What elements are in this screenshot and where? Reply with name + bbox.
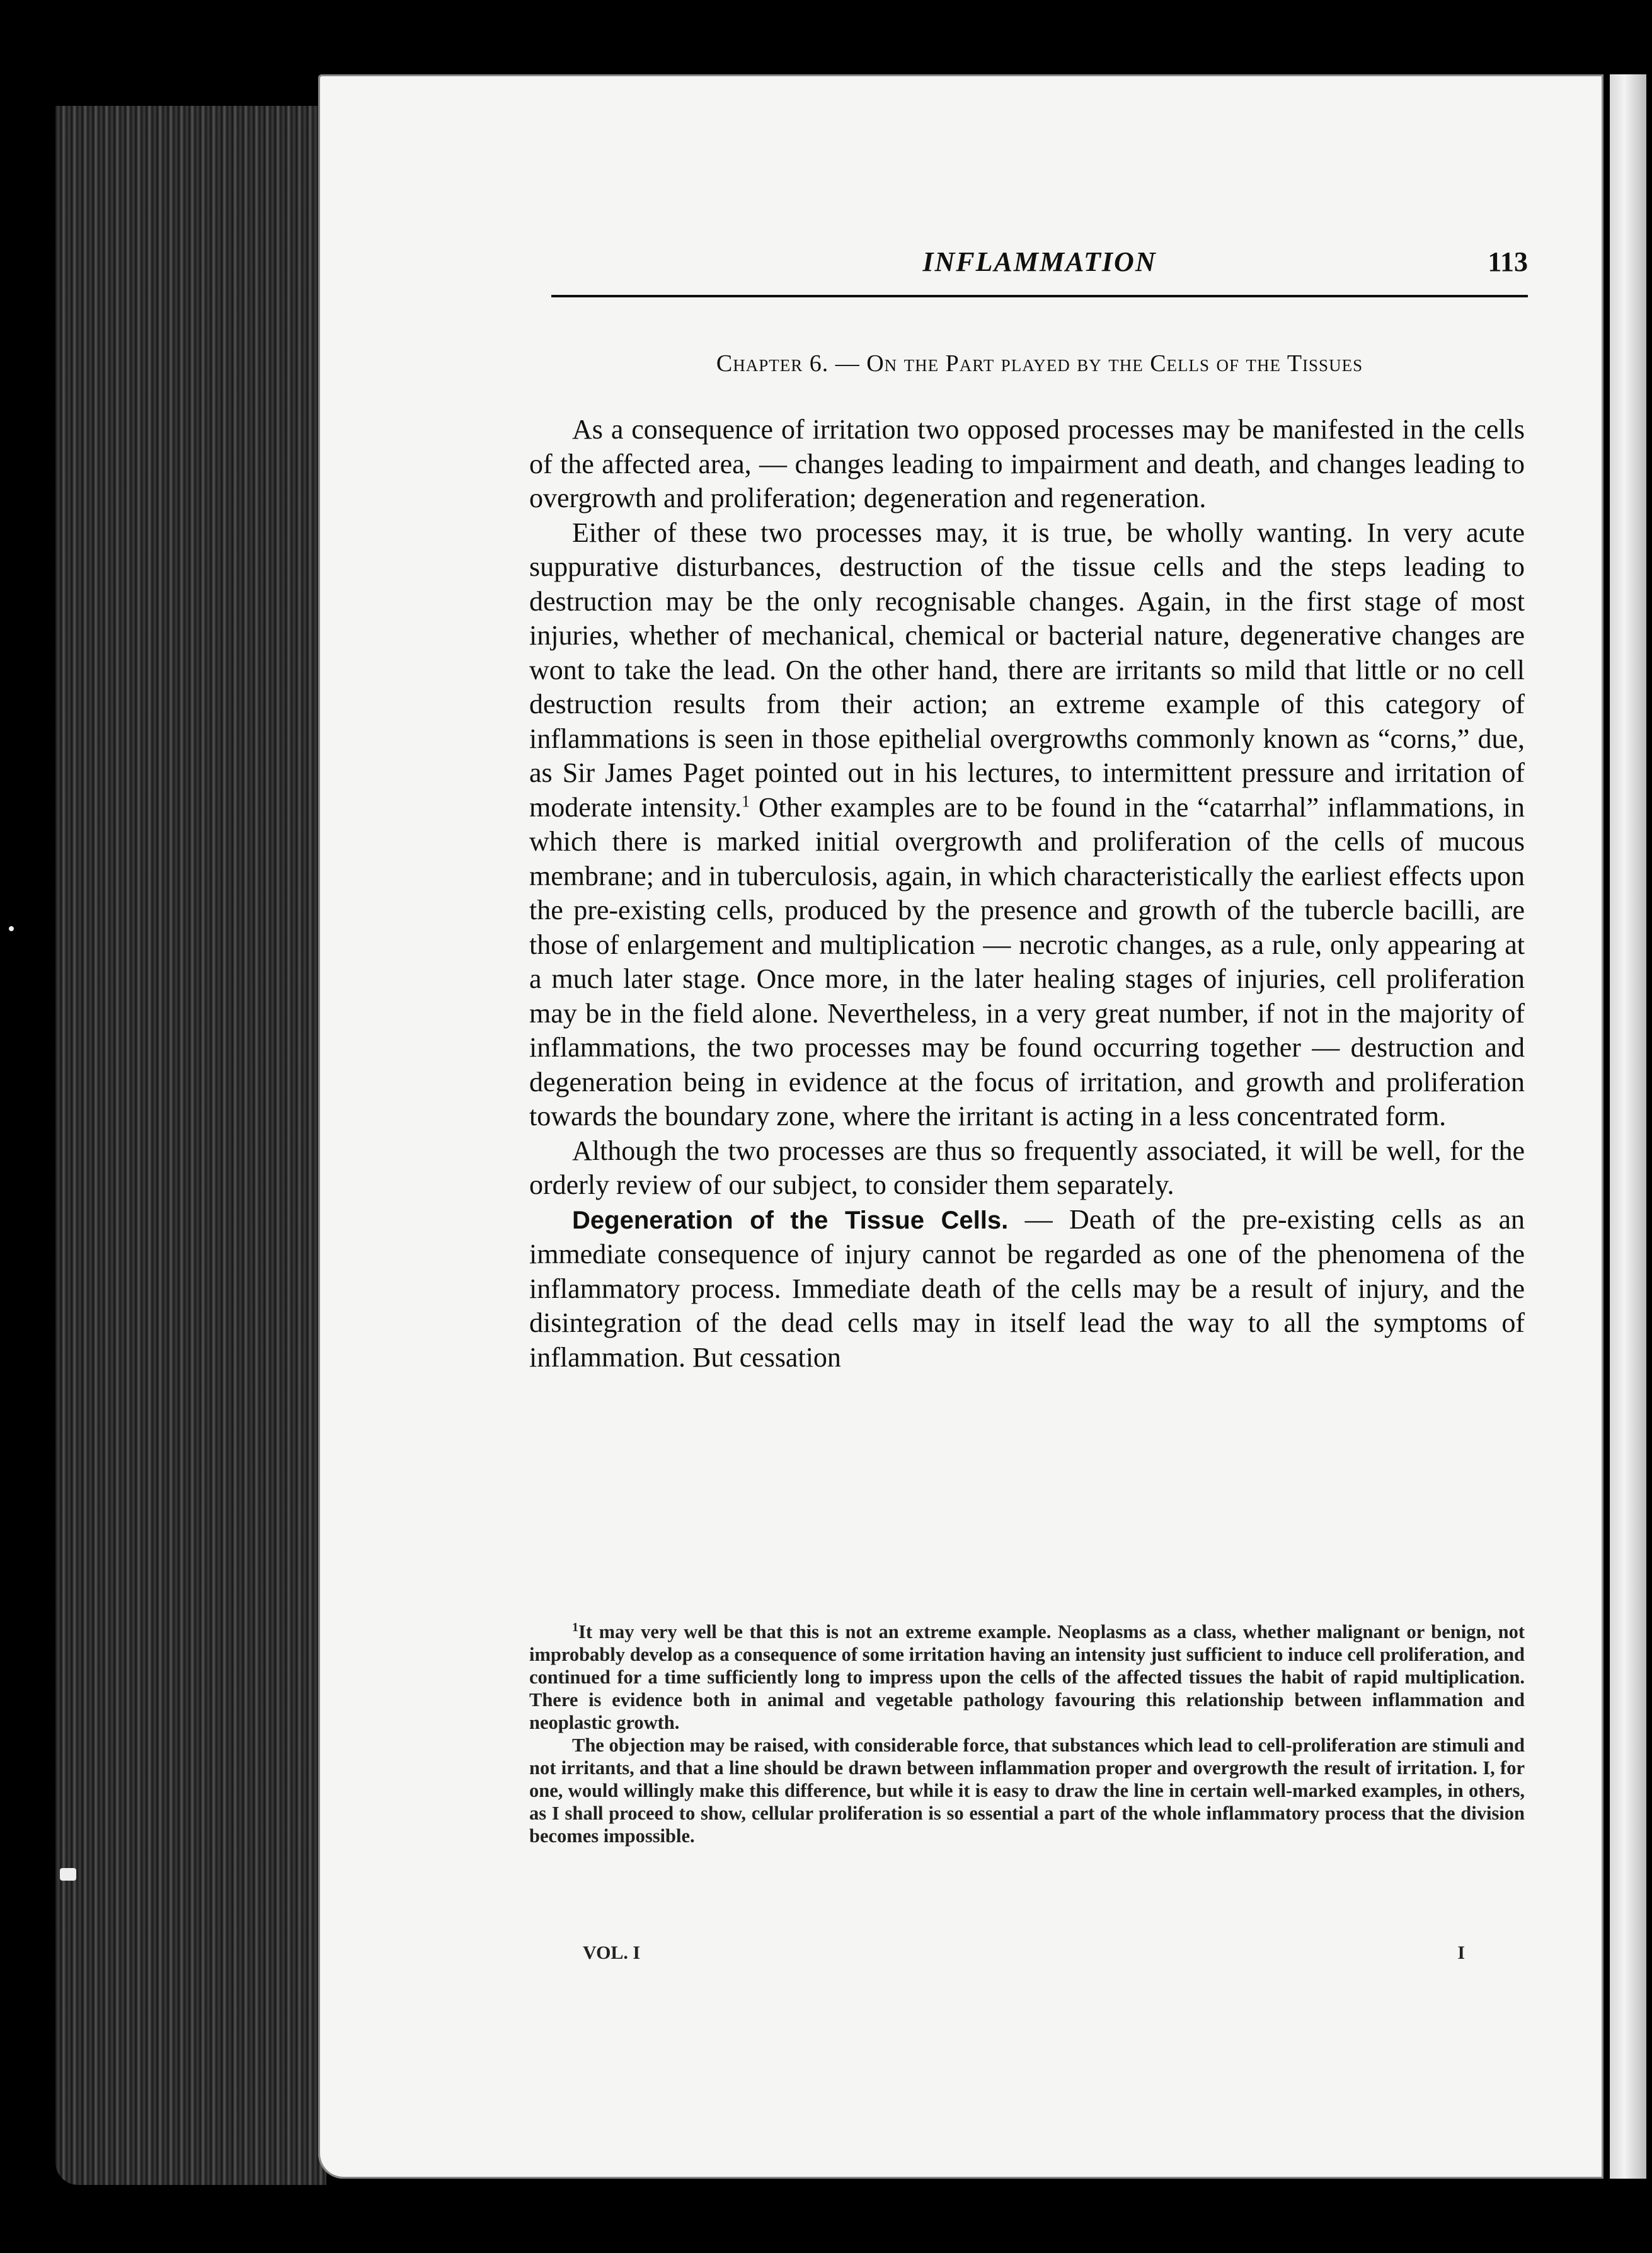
paragraph — [529, 516, 1525, 1134]
chapter-heading: Chapter 6. — On the Part played by the Cells of the Tissues — [716, 350, 1363, 377]
running-header — [551, 246, 1528, 284]
facing-page-edge — [1610, 74, 1646, 2179]
paragraph — [529, 413, 1525, 516]
paragraph — [529, 1203, 1525, 1375]
footnotes — [529, 1620, 1525, 1847]
volume-label: VOL. I — [583, 1942, 641, 1963]
page-footer — [583, 1942, 1465, 1964]
paragraph-text: — Death of the pre-existing cells as an immediate consequence of injury cannot be regarded as one of the phenomena of the inflammatory process. Immediate death of the cells may be a result of injury, and the disintegration of the dead cells may in itself lead the way to all the symptoms of inflammation. But cessation — [529, 1203, 1525, 1373]
page-number: 113 — [1488, 246, 1528, 277]
footnote — [529, 1620, 1525, 1734]
paragraph-text: Either of these two processes may, it is true, be wholly wanting. In very acute suppurative disturbances, destruction of the tissue cells and the steps leading to destruction may be the only recognisable changes. Again, in the first stage of most injuries, whether of mechanical, chemical or bacterial nature, degenerative changes are wont to take the lead. On the other hand, there are irritants so mild that little or no cell destruction results from their action; an extreme example of this category of inflammations is seen in those epithelial overgrowths commonly known as “corns,” due, as Sir James Paget pointed out in his lectures, to intermittent pressure and irritation of moderate intensity. — [529, 517, 1525, 823]
body-text — [529, 413, 1525, 1375]
running-title: INFLAMMATION — [922, 246, 1157, 277]
scan-speck — [60, 1868, 76, 1881]
paragraph-text: Other examples are to be found in the “catarrhal” inflammations, in which there is marked initial overgrowth and proliferation of the cells of mucous membrane; and in tuberculosis, again, in which characteristically the earliest effects upon the pre-existing cells, produced by the presence and growth of the tubercle bacilli, are those of enlargement and multiplication — necrotic changes, as a rule, only appearing at a much later stage. Once more, in the later healing stages of injuries, cell proliferation may be in the field alone. Nevertheless, in a very great number, if not in the majority of inflammations, the two processes may be found occurring together — destruction and degeneration being in evidence at the focus of irritation, and growth and proliferation towards the boundary zone, where the irritant is acting in a less concentrated form. — [529, 791, 1525, 1132]
footnote-text: It may very well be that this is not an extreme example. Neoplasms as a class, whether malignant or benign, not improbably develop as a consequence of some irritation having an intensity just sufficient to induce cell proliferation, and continued for a time sufficiently long to impress upon the cells of the affected tissues the habit of rapid multiplication. There is evidence both in animal and vegetable pathology favouring this relationship between inflammation and neoplastic growth. — [529, 1621, 1525, 1733]
header-rule — [551, 295, 1528, 297]
footnote-text: The objection may be raised, with considerable force, that substances which lead to cell-proliferation are stimuli and not irritants, and that a line should be drawn between inflammation proper and overgrowth the result of irritation. I, for one, would willingly make this difference, but while it is easy to draw the line in certain well-marked examples, in others, as I shall proceed to show, cellular proliferation is so essential a part of the whole inflammatory process that the division becomes impossible. — [529, 1734, 1525, 1847]
paragraph — [529, 1134, 1525, 1203]
section-heading: Degeneration of the Tissue Cells. — [572, 1206, 1009, 1234]
signature-mark: I — [1457, 1942, 1465, 1963]
paragraph-text: As a consequence of irritation two opposed processes may be manifested in the cells of the affected area, — changes leading to impairment and death, and changes leading to overgrowth and proliferation; degeneration and regeneration. — [529, 414, 1525, 513]
scan-speck — [9, 926, 14, 931]
footnote-reference: 1 — [742, 791, 750, 810]
paragraph-text: Although the two processes are thus so frequently associated, it will be well, for the orderly review of our subject, to consider them separately. — [529, 1135, 1525, 1200]
footnote — [529, 1734, 1525, 1847]
footnote-marker: 1 — [572, 1620, 578, 1634]
book-page-edges — [55, 106, 326, 2185]
